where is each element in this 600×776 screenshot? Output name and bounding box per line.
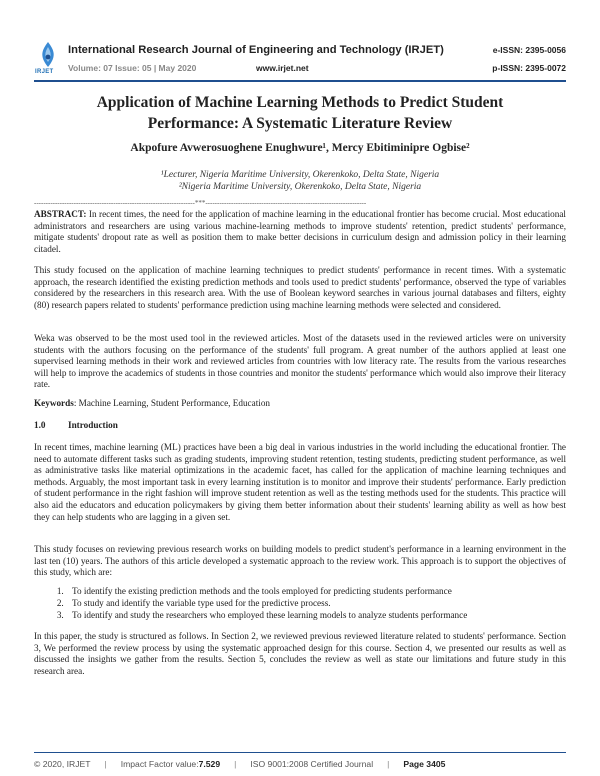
impact-factor-label: Impact Factor value:: [120, 759, 199, 769]
title-line-1: Application of Machine Learning Methods to Predict Student: [96, 94, 504, 111]
affiliation-2: ²Nigeria Maritime University, Okerenkoko, Delta State, Nigeria: [178, 182, 422, 192]
affiliation-1: ¹Lecturer, Nigeria Maritime University, Okerenkoko, Delta State, Nigeria: [160, 170, 440, 180]
objectives-list: [52, 585, 566, 621]
section-separator: ---------------------------------------------------------------------***---------------------------------------------------------------------: [34, 199, 367, 207]
journal-name: International Research Journal of Engineering and Technology (IRJET): [68, 44, 444, 56]
keywords-label: Keywords: [34, 398, 74, 408]
footer-divider: [34, 752, 566, 753]
iso-certification: ISO 9001:2008 Certified Journal: [250, 759, 374, 769]
list-item: 1. To identify the existing prediction methods and the tools employed for predicting students performance: [66, 585, 566, 597]
p-issn: p-ISSN: 2395-0072: [492, 63, 566, 73]
abstract: [34, 209, 566, 255]
intro-paragraph-1: In recent times, machine learning (ML) practices have been a big deal in various industries in the world including the educational frontier. The need to automate different tasks such as grading students, improving student retention, testing students, predicting student performance, as well as administrative tasks like material optimizations in the academic facet, has called for the application of machine learning techniques and methods. Arguably, the most important task in every learning institution is to monitor and improve their students' performance. Early prediction of student performance in the right fashion will improve student retention as well as the testing methods used for the students. This practice will also aid the educators and education policymakers by giving them better information about their students' learning ability as well as how best they can help students who are lagging in a given set.: [34, 442, 566, 522]
intro-paragraph-3: In this paper, the study is structured as follows. In Section 2, we reviewed previous reviewed literature related to students' performance. Section 3, We performed the review process by using the systematic approached design for this course. Section 4, we presented our results as well as discussed the insights we gather from the results. Section 5, concludes the review as well as state our limitations and future study in this research area.: [34, 631, 566, 676]
irjet-logo: [34, 40, 62, 76]
journal-header: [34, 40, 566, 80]
e-issn: e-ISSN: 2395-0056: [492, 45, 566, 55]
section-number: 1.0: [34, 420, 46, 430]
keywords: [34, 398, 566, 410]
abstract-paragraph-2: This study focused on the application of machine learning techniques to predict students' performance in recent times. With a systematic approach, the research identified the existing prediction methods and tools used to predict students' performance, observed the type of variables considered by the researchers in this research area. With the use of Boolean keyword searches in various journal databases and filters, eighty (80) research papers related to students' performance prediction using machine learning methods were selected and considered.: [34, 265, 566, 310]
copyright: © 2020, IRJET: [34, 759, 91, 769]
abstract-label: ABSTRACT:: [34, 209, 87, 219]
keywords-text: : Machine Learning, Student Performance, Education: [73, 398, 271, 408]
volume-issue: Volume: 07 Issue: 05 | May 2020: [68, 63, 197, 73]
journal-site-link[interactable]: www.irjet.net: [256, 63, 309, 73]
list-item: 3. To identify and study the researchers who employed these learning models to analyze students performance: [66, 609, 566, 621]
authors: Akpofure Avwerosuoghene Enughwure¹, Mercy Ebitiminipre Ogbise²: [130, 142, 470, 154]
abstract-paragraph-3: Weka was observed to be the most used tool in the reviewed articles. Most of the datasets used in the reviewed articles were on university students with the authors focusing on the performance of the students' full program. A great number of the authors applied at least one supervised learning methods in their work and reviewed articles from countries with low literacy rate. The results from the various researches will help to improve the academics of students in those countries and monitor the students' performance which would also improve their literacy rate.: [34, 333, 566, 390]
header-divider: [34, 80, 566, 82]
section-title: Introduction: [68, 420, 118, 430]
logo-text: IRJET: [35, 69, 54, 75]
abstract-text: In recent times, the need for the application of machine learning in the educational frontier has become crucial. Most educational administrators and researchers are using various machine-learning methods to improve students' retention, predict students' performance, mitigate students' dropout rate as well as position them to make better decisions in curriculum design and admission policy in their learning citadel.: [34, 209, 566, 254]
intro-paragraph-2: This study focuses on reviewing previous research works on building models to predict student's performance in a learning environment in the last ten (10) years. The authors of this article developed a systematic approach to the review work. This approach is to support the objectives of this study, which are:: [34, 544, 566, 578]
list-item: 2. To study and identify the variable type used for the predictive process.: [66, 597, 566, 609]
page-footer: © 2020, IRJET | Impact Factor value:7.529 | ISO 9001:2008 Certified Journal | Page 3405: [34, 759, 446, 769]
page-number: Page 3405: [403, 759, 446, 769]
section-heading: [34, 420, 566, 432]
title-line-2: Performance: A Systematic Literature Review: [147, 115, 453, 132]
impact-factor-value: 7.529: [198, 759, 221, 769]
paper-title: [40, 92, 560, 134]
